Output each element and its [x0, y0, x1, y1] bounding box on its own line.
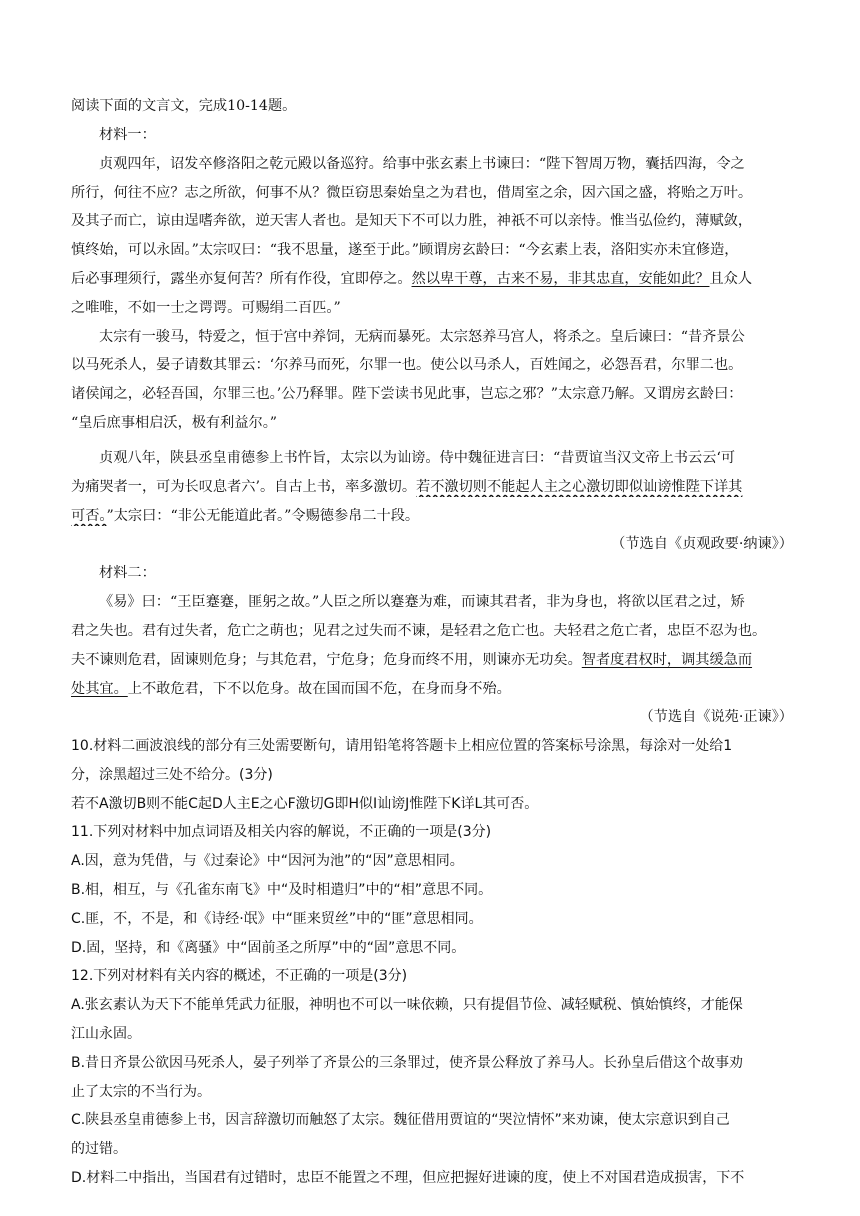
option-a: A.张玄素认为天下不能单凭武力征服，神明也不可以一味依赖，只有提倡节俭、减轻赋税、慎始慎终，才能保 [71, 997, 743, 1013]
option-c: C.陕县丞皇甫德参上书，因言辞激切而触怒了太宗。魏征借用贾谊的“哭泣情怀”来劝谏，使太宗意识到自己 [71, 1112, 730, 1128]
underlined-sentence: 智者度君权时，调其缓急而 [581, 652, 753, 668]
passage-1-line: 之唯唯，不如一士之谔谔。可赐绢二百匹。” [71, 300, 341, 316]
question-11: 11.下列对材料中加点词语及相关内容的解说，不正确的一项是(3分) [71, 824, 492, 840]
passage-2-line: “皇后庶事相启沃，极有利益尔。” [71, 415, 278, 431]
source-citation: （节选自《说苑·正谏》） [639, 709, 793, 725]
option-a: A.因，意为凭借，与《过秦论》中“因河为池”的“因”意思相同。 [71, 853, 464, 869]
passage-4-line: 《易》曰：“王臣蹇蹇，匪躬之故。”人臣之所以蹇蹇为难，而谏其君者，非为身也，将欲以匡君之过，矫 [99, 594, 745, 610]
passage-3-line: 可否。”太宗曰：“非公无能道此者。”令赐德参帛二十段。 [71, 508, 420, 524]
option-c-cont: 的过错。 [71, 1141, 127, 1157]
passage-1-line: 所行，何往不应？志之所欲，何事不从？微臣窃思秦始皇之为君也，借周室之余，因六国之盛，将贻之万叶。 [71, 185, 753, 201]
passage-4-line: 夫不谏则危君，固谏则危身；与其危君，宁危身；危身而终不用，则谏亦无功矣。智者度君权时，调其缓急而 [71, 652, 753, 668]
question-10-cont: 分，涂黑超过三处不给分。(3分) [71, 767, 273, 783]
material-1-title: 材料一： [99, 127, 156, 143]
underlined-sentence: 处其宜。 [71, 681, 128, 697]
passage-1-line: 贞观四年，诏发卒修洛阳之乾元殿以备巡狩。给事中张玄素上书谏曰：“陛下智周万物，囊括四海，令之 [99, 156, 745, 172]
source-citation: （节选自《贞观政要·纳谏》） [611, 536, 793, 552]
question-10-text: 若不A激切B则不能C起D人主E之心F激切G即H似I讪谤J惟陛下K详L其可否。 [71, 796, 539, 812]
passage-2-line: 以马死杀人，晏子请数其罪云：‘尔养马而死，尔罪一也。使公以马杀人，百姓闻之，必怨吾君，尔罪二也。 [71, 357, 743, 373]
option-a-cont: 江山永固。 [71, 1026, 141, 1042]
option-b: B.相，相互，与《孔雀东南飞》中“及时相遣归”中的“相”意思不同。 [71, 882, 493, 898]
passage-4-line: 处其宜。上不敢危君，下不以危身。故在国而国不危，在身而身不殆。 [71, 681, 511, 697]
passage-3-line: 贞观八年，陕县丞皇甫德参上书忤旨，太宗以为讪谤。侍中魏征进言曰：“昔贾谊当汉文帝上书云云‘可 [99, 450, 736, 466]
option-b-cont: 止了太宗的不当行为。 [71, 1084, 211, 1100]
wavy-underlined-text: 可否。 [71, 508, 107, 524]
underlined-sentence: 然以卑干尊，古来不易，非其忠直，安能如此？ [411, 271, 710, 287]
passage-3-line: 为痛哭者一，可为长叹息者六’。自古上书，率多激切。若不激切则不能起人主之心激切即似讪谤惟陛下详其 [71, 479, 743, 495]
option-d: D.材料二中指出，当国君有过错时，忠臣不能置之不理，但应把握好进谏的度，使上不对国君造成损害，下不 [71, 1170, 745, 1186]
question-10: 10.材料二画波浪线的部分有三处需要断句，请用铅笔将答题卡上相应位置的答案标号涂黑，每涂对一处给1 [71, 738, 733, 754]
option-c: C.匪，不，不是，和《诗经·氓》中“匪来贸丝”中的“匪”意思相同。 [71, 911, 483, 927]
passage-2-line: 太宗有一骏马，特爱之，恒于宫中养饲，无病而暴死。太宗怒养马宫人，将杀之。皇后谏曰：“昔齐景公 [99, 329, 745, 345]
passage-1-line: 及其子而亡，谅由逞嗜奔欲，逆天害人者也。是知天下不可以力胜，神祇不可以亲恃。惟当弘俭约，薄赋敛， [71, 213, 753, 229]
option-d: D.固，坚持，和《离骚》中“固前圣之所厚”中的“固”意思不同。 [71, 940, 466, 956]
passage-2-line: 诸侯闻之，必轻吾国，尔罪三也。’公乃释罪。陛下尝读书见此事，岂忘之邪？”太宗意乃解。又谓房玄龄曰： [71, 386, 743, 402]
question-12: 12.下列对材料有关内容的概述，不正确的一项是(3分) [71, 968, 408, 984]
material-2-title: 材料二： [99, 565, 156, 581]
passage-1-line: 慎终始，可以永固。”太宗叹曰：“我不思量，遂至于此。”顾谓房玄龄曰：“今玄素上表，洛阳实亦未宜修造， [71, 242, 739, 258]
passage-1-line: 后必事理须行，露坐亦复何苦？所有作役，宜即停之。然以卑干尊，古来不易，非其忠直，安能如此？且众人 [71, 271, 753, 287]
passage-4-line: 君之失也。君有过失者，危亡之萌也；见君之过失而不谏，是轻君之危亡也。夫轻君之危亡者，忠臣不忍为也。 [71, 623, 767, 639]
option-b: B.昔日齐景公欲因马死杀人，晏子列举了齐景公的三条罪过，使齐景公释放了养马人。长孙皇后借这个故事劝 [71, 1055, 744, 1071]
wavy-underlined-text: 若不激切则不能起人主之心激切即似讪谤惟陛下详其 [416, 479, 743, 495]
intro-text: 阅读下面的文言文，完成10-14题。 [71, 98, 297, 114]
